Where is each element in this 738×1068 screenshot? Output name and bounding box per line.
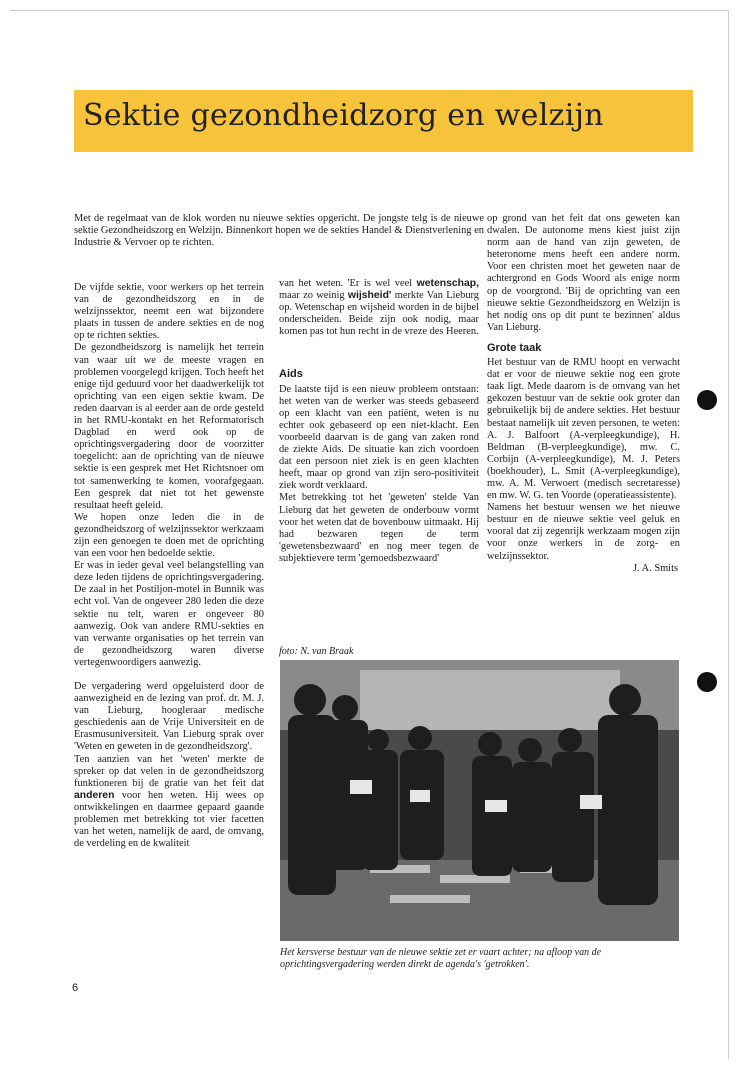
photo-credit: foto: N. van Braak [279,646,354,657]
col1-paragraph-1: De vijfde sektie, voor werkers op het terrein van de gezondheidszorg en in de welzijnssektor, neemt een wat bijzondere plaats in tussen de andere sekties en de nog op te richten sekties. [74,282,264,342]
col2-paragraph-2: Met betrekking tot het 'geweten' stelde Van Lieburg dat het geweten de onderbouw vormt voor het weten dat de bovenbouw uitmaakt. Hij had bezwaren tegen de term 'gewetensbezwaard' en nog meer tegen de subjektievere term 'gemoedsbezwaard' [279,492,479,564]
page-title: Sektie gezondheidzorg en welzijn [83,98,604,133]
col3-paragraph-1: Het bestuur van de RMU hoopt en verwacht dat er voor de nieuwe sektie nog een grote taak ligt. Mede daarom is de omvang van het gekozen bestuur van de sektie ook groter dan gebruikelijk bij de andere sekties. Het bestuur bestaat namelijk uit zeven personen, te weten: A. J. Balfoort (A-verpleegkundige), H. Beldman (B-verpleegkundige), mw. C. Corbijn (A-verpleegkundige), M. J. Peters (boekhouder), L. Smit (A-verpleegkundige), mw. A. M. Verwoert (medisch secretaresse) en mw. W. G. ten Voorde (operatieassistente). [487,357,680,502]
column-2 [279,278,479,565]
col1-paragraph-4: Er was in ieder geval veel belangstelling van deze leden tijdens de oprichtingsvergadering. De zaal in het Postiljon-motel in Bunnik was echt vol. Van de ongeveer 280 leden die deze sektie nu telt, waren er ongeveer 80 aanwezig. Ook van andere RMU-sekties en van verwante organisaties op het terrein van de gezondheidszorg waren diverse vertegenwoordigers aanwezig. [74,560,264,668]
col2-paragraph-top: van het weten. 'Er is wel veel wetenschap, maar zo weinig wijsheid' merkte Van Lieburg op. Wetenschap en wijsheid worden in de bijbel onderscheiden. Beide zijn ook nodig, maar komen pas tot hun recht in de vreze des Heeren. [279,278,479,338]
column-1 [74,282,264,850]
col3-paragraph-top: op grond van het feit dat ons geweten kan dwalen. De autonome mens kiest juist zijn norm aan de hand van zijn geweten, de heteronome mens heeft een andere norm. Voor een christen moet het geweten naar de achtergrond en Gods Woord als enige norm op de voorgrond. 'Bij de oprichting van een nieuwe sektie Gezondheidszorg en Welzijn is het nodig ons op dit punt te bezinnen' aldus Van Lieburg. [487,213,680,333]
col1-paragraph-5: De vergadering werd opgeluisterd door de aanwezigheid en de lezing van prof. dr. M. J. van Lieburg, hoogleraar medische geschiedenis aan de Vrije Universiteit en de Erasmusuniversiteit. Van Lieburg sprak over 'Weten en geweten in de gezondheidszorg'. [74,681,264,753]
col1-paragraph-3: We hopen onze leden die in de gezondheidszorg of welzijnssektor werkzaam zijn een genoegen te doen met de oprichting van een voor hen bedoelde sektie. [74,511,264,560]
col2-paragraph-1: De laatste tijd is een nieuw probleem ontstaan: het weten van de werker was steeds gebaseerd op een klacht van een patiënt, weten is nu echter ook gebaseerd op een niet-klacht. Een voorbeeld daarvan is de gang van zaken rond de ziekte Aids. De situatie kan zich voordoen dat een persoon niet ziek is en geen klachten heeft, maar op grond van zijn sero-positiviteit ziek wordt verklaard. [279,383,479,492]
title-band [74,90,693,152]
photo-caption: Het kersverse bestuur van de nieuwe sektie zet er vaart achter; na afloop van de oprichtingsvergadering werden direkt de agenda's 'getrokken'. [280,947,602,970]
intro-text: Met de regelmaat van de klok worden nu nieuwe sekties opgericht. De jongste telg is de nieuwe sektie Gezondheidszorg en Welzijn. Binnenkort hopen we de sekties Handel & Dienstverlening en Industrie & Vervoer op te richten. [74,213,484,249]
punch-hole-bottom [697,672,717,692]
page-number: 6 [72,982,79,994]
punch-hole-top [697,390,717,410]
col1-paragraph-2: De gezondheidszorg is namelijk het terrein van waar uit we de meeste vragen en problemen voorgelegd krijgen. Toch heeft het enige tijd geduurd voor het daadwerkelijk tot oprichting van een eigen sektie kwam. De reden daarvan is al eerder aan de orde gesteld in het RMU-kontakt en het Reformatorisch Dagblad en werd ook op de oprichtingsvergadering door de voorzitter toegelicht: aan de oprichting van de nieuwe sektie is een gesprek met Het Richtsnoer om tot samenwerking te komen, voorafgegaan. Een gesprek dat niet tot het gewenste resultaat heeft geleid. [74,342,264,511]
section-heading-grote-taak: Grote taak [487,341,542,354]
col1-paragraph-6: Ten aanzien van het 'weten' merkte de spreker op dat velen in de gezondheidszorg funktioneren bij de gratie van het feit dat anderen voor hen weten. Hij wees op ontwikkelingen en daarmee gepaard gaande problemen met betrekking tot vier facetten van het weten, namelijk de aard, de omvang, de verdeling en de kwaliteit [74,753,264,850]
meeting-photo [280,660,679,941]
col3-paragraph-2: Namens het bestuur wensen we het nieuwe bestuur en de nieuwe sektie veel geluk en vooral dat zij zegenrijk werkzaam mogen zijn voor onze werkers in de zorg- en welzijnssektor. [487,502,680,562]
intro-paragraph [74,213,484,249]
meeting-photo-illustration [280,660,679,941]
signature: J. A. Smits [632,562,678,574]
section-heading-aids: Aids [279,368,303,381]
column-3 [487,213,680,575]
